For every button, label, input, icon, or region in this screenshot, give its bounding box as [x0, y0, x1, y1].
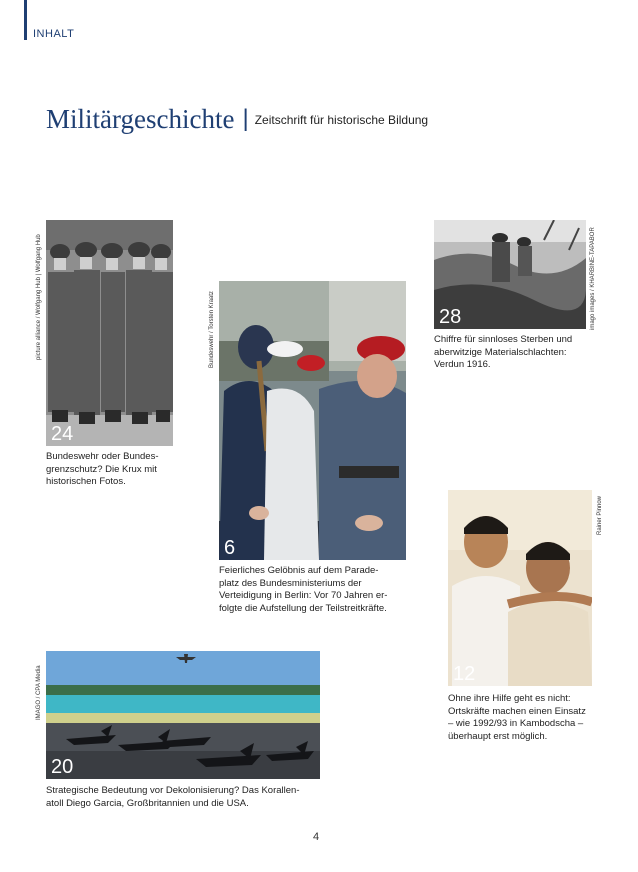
- masthead: [46, 104, 428, 135]
- cambodia-image: [448, 490, 592, 686]
- page-ref-28: 28: [439, 306, 462, 328]
- photo-soldiers-helmets[interactable]: [46, 220, 173, 446]
- photo-credit-20: IMAGO / CPA Media: [36, 665, 42, 720]
- caption-24: [46, 451, 186, 489]
- caption-12: [448, 693, 608, 743]
- photo-verdun-trench[interactable]: [434, 220, 586, 329]
- magazine-title: Militärgeschichte: [46, 104, 235, 134]
- caption-line: Feierliches Gelöbnis auf dem Parade-: [219, 565, 379, 576]
- caption-line: Bundeswehr oder Bundes-: [46, 451, 159, 462]
- caption-line: platz des Bundesministeriums der: [219, 577, 362, 589]
- caption-line: Verteidigung in Berlin: Vor 70 Jahren er-: [219, 590, 388, 601]
- page-ref-6: 6: [224, 537, 236, 559]
- caption-6: [219, 565, 419, 615]
- caption-line: Ohne ihre Hilfe geht es nicht:: [448, 693, 571, 704]
- page-ref-20: 20: [51, 756, 74, 778]
- caption-line: folgte die Aufstellung der Teilstreitkräfte.: [219, 602, 387, 614]
- photo-local-staff-cambodia[interactable]: [448, 490, 592, 686]
- caption-28: [434, 334, 604, 372]
- caption-line: Chiffre für sinnloses Sterben und: [434, 334, 573, 345]
- photo-credit-12: Rainer Pinnow: [597, 495, 603, 535]
- section-accent-bar: [24, 0, 27, 40]
- photo-diego-garcia[interactable]: [46, 651, 320, 779]
- photo-pledge-ceremony[interactable]: [219, 281, 406, 560]
- diego-garcia-image: [46, 651, 320, 779]
- caption-line: atoll Diego Garcia, Großbritannien und die USA.: [46, 797, 249, 809]
- photo-credit-24: picture alliance / Wolfgang Hub | Wolfgang Hub: [36, 234, 42, 360]
- magazine-subtitle: Zeitschrift für historische Bildung: [254, 113, 429, 127]
- caption-line: historischen Fotos.: [46, 476, 126, 487]
- masthead-separator: |: [242, 105, 249, 132]
- caption-line: aberwitzige Materialschlachten:: [434, 346, 567, 358]
- section-label: INHALT: [33, 28, 75, 40]
- caption-line: Ortskräfte machen einen Einsatz: [448, 705, 586, 717]
- caption-line: überhaupt erst möglich.: [448, 730, 548, 742]
- caption-line: – wie 1992/93 in Kambodscha –: [448, 718, 584, 729]
- page-ref-24: 24: [51, 423, 74, 445]
- photo-credit-28: imago images / KHARBINE-TAPABOR: [590, 227, 596, 330]
- caption-line: grenzschutz? Die Krux mit: [46, 463, 157, 475]
- soldiers-image: [46, 220, 173, 446]
- caption-line: Verdun 1916.: [434, 359, 491, 370]
- ceremony-image: [219, 281, 406, 560]
- caption-line: Strategische Bedeutung vor Dekolonisierung? Das Korallen-: [46, 785, 300, 796]
- caption-20: [46, 785, 346, 810]
- photo-credit-6: Bundeswehr / Torsten Kraatz: [209, 291, 215, 368]
- page-ref-12: 12: [453, 663, 476, 685]
- page-number: 4: [313, 831, 320, 843]
